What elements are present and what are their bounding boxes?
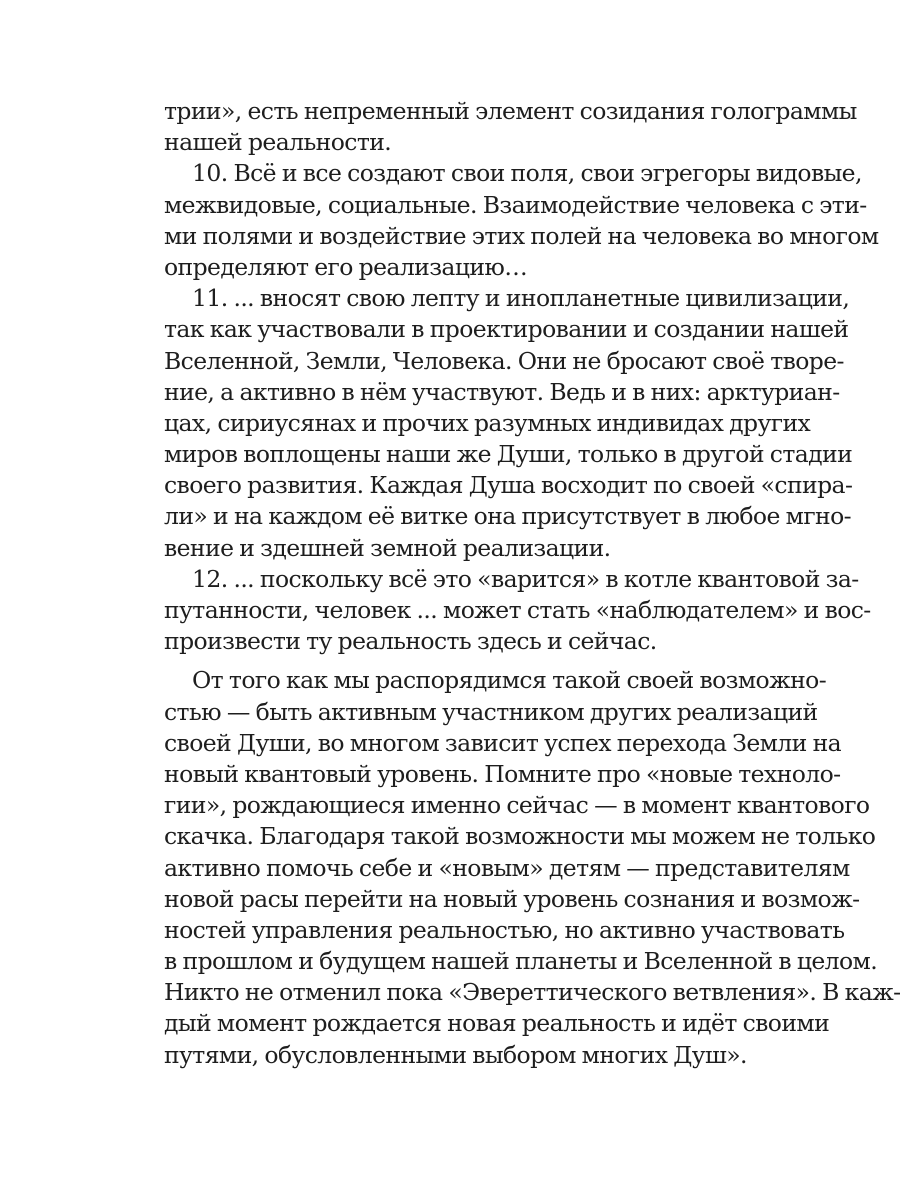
- text-line: нашей реальности.: [164, 128, 392, 157]
- text-line: своей Души, во многом зависит успех перехода Земли на: [164, 728, 842, 757]
- text-line: своего развития. Каждая Душа восходит по своей «спира-: [164, 471, 853, 500]
- text-line: так как участвовали в проектировании и создании нашей: [164, 315, 849, 344]
- text-line: Вселенной, Земли, Человека. Они не бросают своё творе-: [164, 346, 844, 375]
- text-line: вение и здешней земной реализации.: [164, 533, 611, 562]
- text-line: определяют его реализацию…: [164, 252, 528, 281]
- text-line: в прошлом и будущем нашей планеты и Вселенной в целом.: [164, 947, 878, 976]
- text-line: ми полями и воздействие этих полей на человека во многом: [164, 221, 879, 250]
- paragraph-closing: [164, 665, 900, 1070]
- paragraph-item-11: [164, 283, 853, 564]
- text-line: дый момент рождается новая реальность и идёт своими: [164, 1009, 830, 1038]
- text-line: скачка. Благодаря такой возможности мы можем не только: [164, 822, 876, 851]
- text-line: миров воплощены наши же Души, только в другой стадии: [164, 440, 853, 469]
- text-line: 10. Всё и все создают свои поля, свои эгрегоры видовые,: [192, 159, 862, 188]
- text-line: путями, обусловленными выбором многих Душ».: [164, 1040, 747, 1069]
- paragraph-spacer: [164, 657, 764, 665]
- text-line: новый квантовый уровень. Помните про «новые техноло-: [164, 759, 841, 788]
- text-line: 12. ... поскольку всё это «варится» в котле квантовой за-: [192, 564, 859, 593]
- text-line: трии», есть непременный элемент созидания голограммы: [164, 97, 857, 125]
- text-line: ностей управления реальностью, но активно участвовать: [164, 915, 845, 944]
- text-line: От того как мы распорядимся такой своей возможно-: [192, 666, 827, 695]
- text-line: цах, сириусянах и прочих разумных индивидах других: [164, 408, 811, 437]
- paragraph-item-12: [164, 564, 871, 658]
- text-line: новой расы перейти на новый уровень сознания и возмож-: [164, 884, 860, 913]
- text-line: произвести ту реальность здесь и сейчас.: [164, 627, 657, 656]
- text-line: путанности, человек ... может стать «наблюдателем» и вос-: [164, 596, 871, 624]
- text-line: ние, а активно в нём участвуют. Ведь и в них: арктуриан-: [164, 377, 840, 406]
- text-line: Никто не отменил пока «Эвереттического ветвления». В каж-: [164, 978, 900, 1007]
- text-line: активно помочь себе и «новым» детям — представителям: [164, 853, 850, 882]
- text-line: межвидовые, социальные. Взаимодействие человека с эти-: [164, 190, 867, 219]
- text-line: ли» и на каждом её витке она присутствует в любое мгно-: [164, 502, 851, 531]
- text-line: стью — быть активным участником других реализаций: [164, 697, 818, 726]
- page-text: [164, 96, 900, 1071]
- paragraph-continuation: [164, 96, 857, 158]
- text-line: 11. ... вносят свою лепту и инопланетные цивилизации,: [192, 284, 850, 313]
- paragraph-item-10: [164, 158, 879, 283]
- text-line: гии», рождающиеся именно сейчас — в момент квантового: [164, 791, 870, 820]
